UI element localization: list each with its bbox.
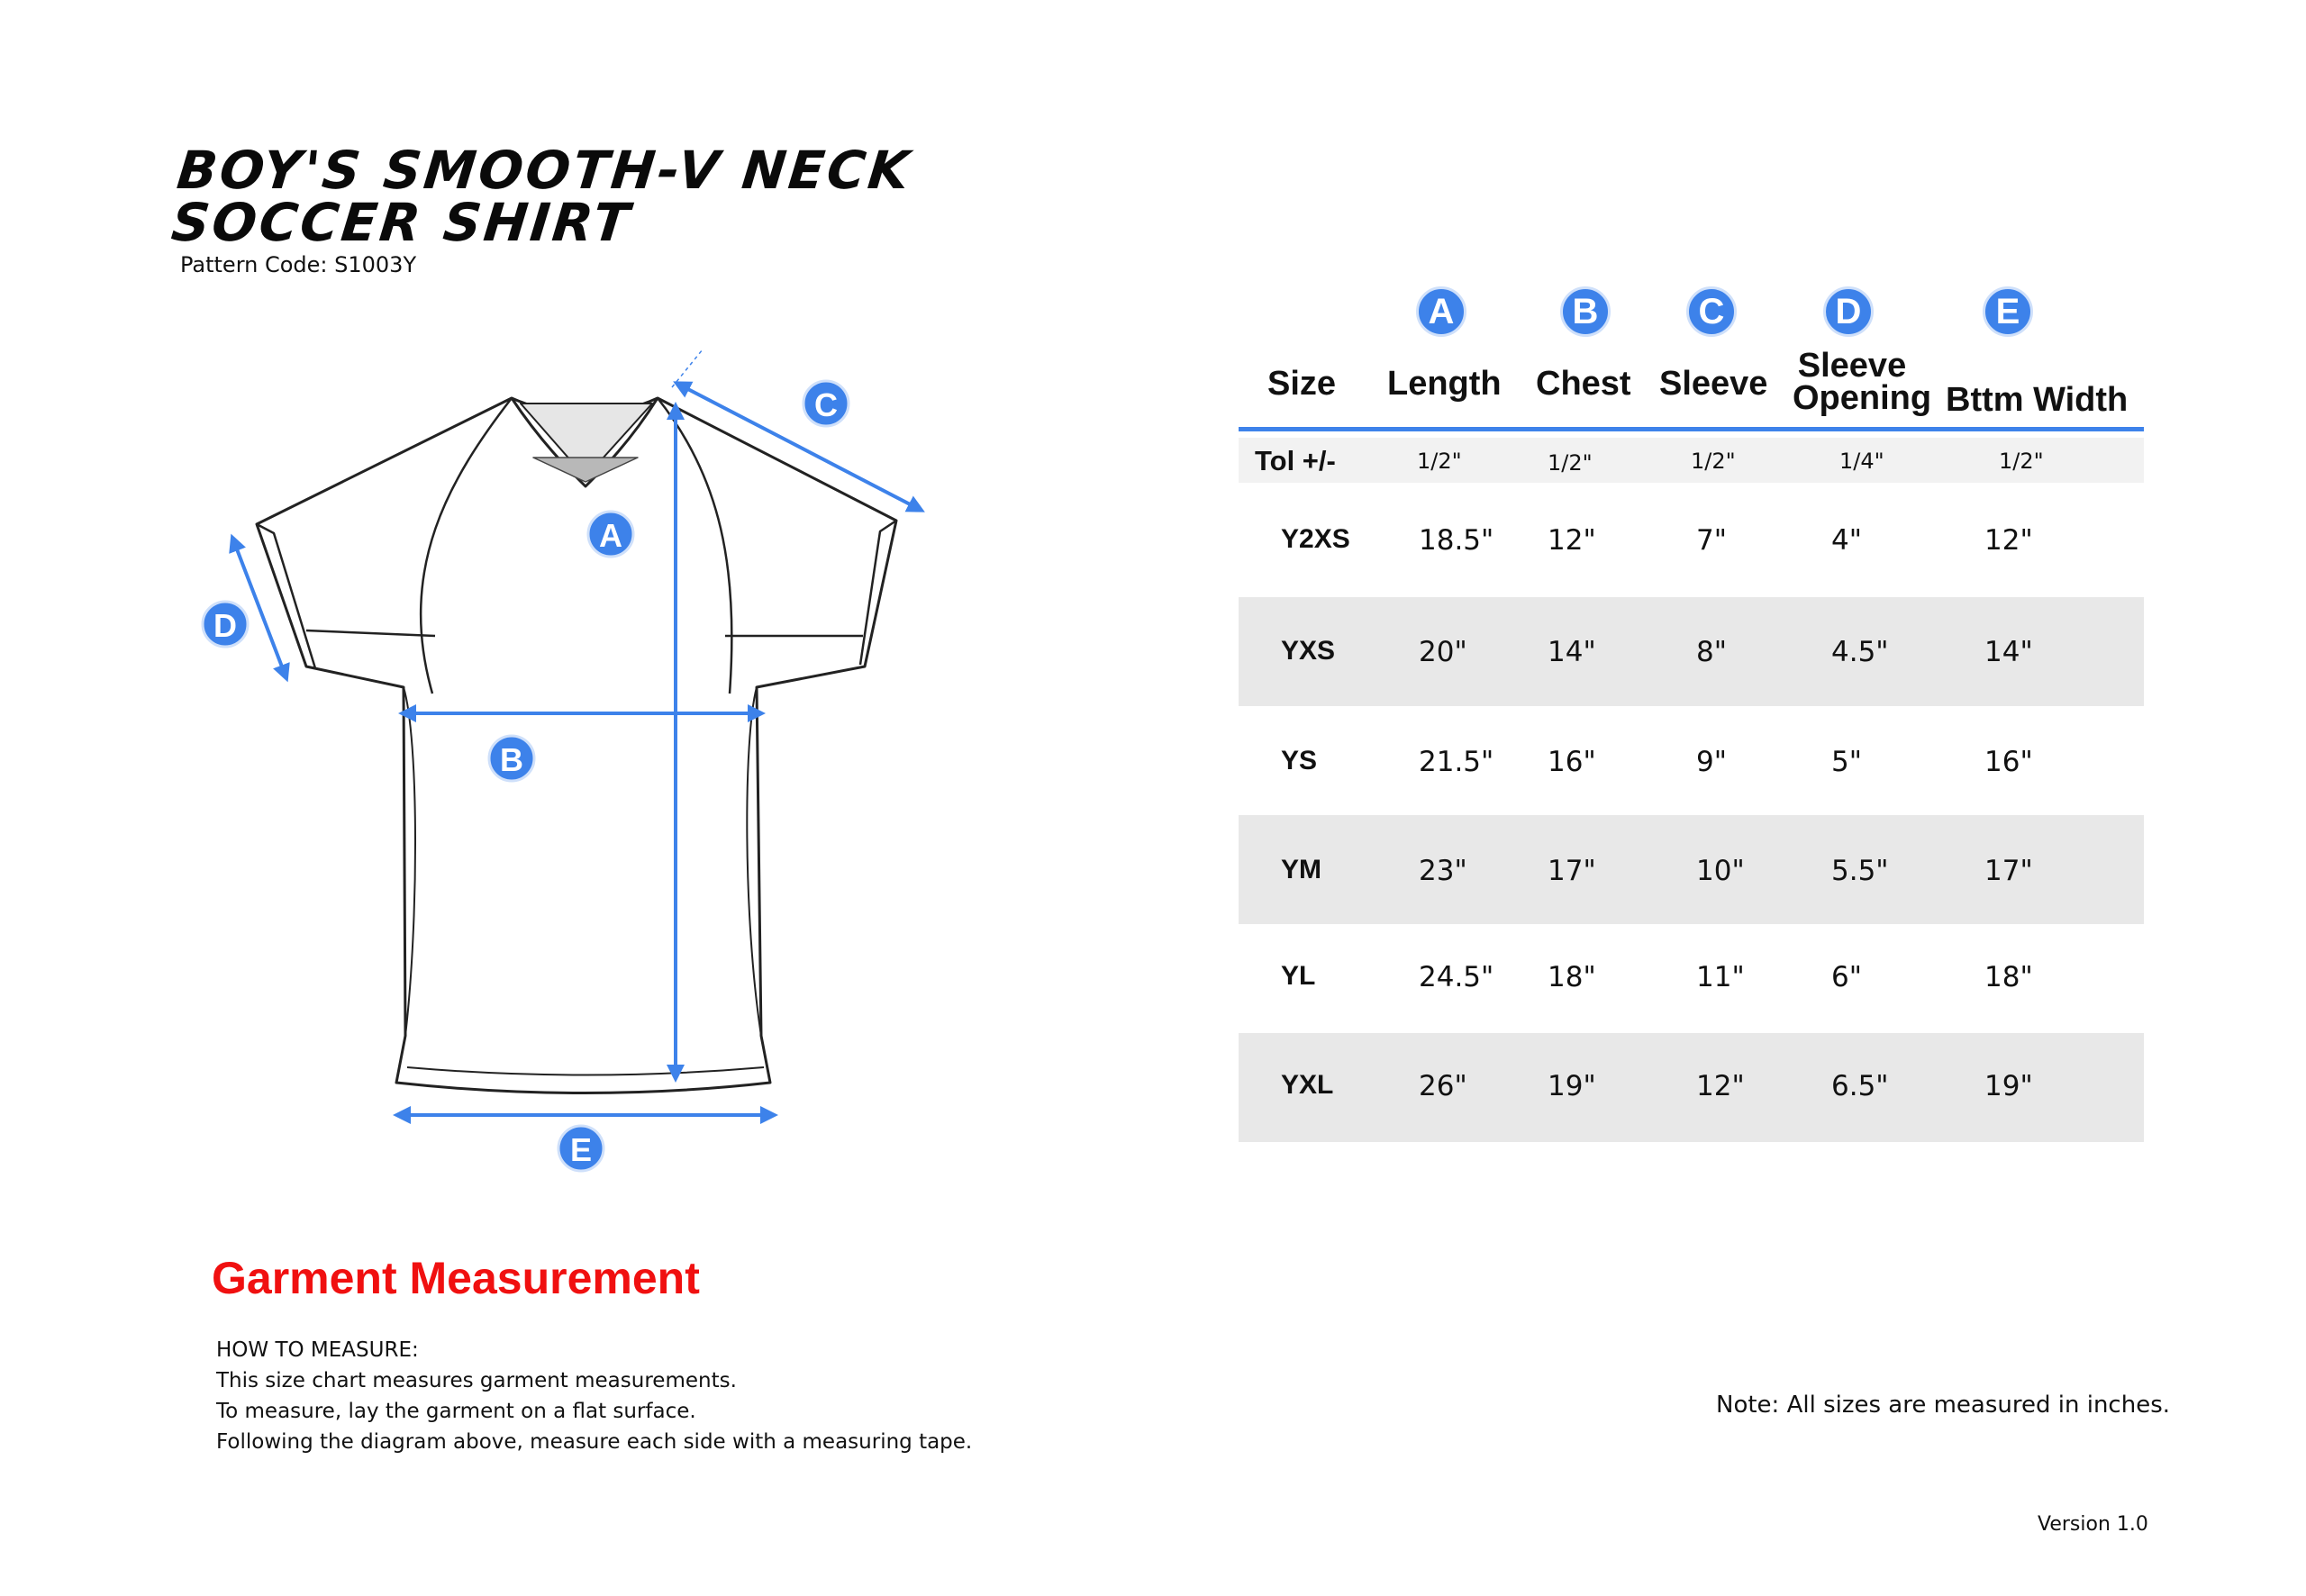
table-row xyxy=(1239,488,2144,597)
row-bottom-width: 14" xyxy=(1984,636,2033,668)
row-chest: 12" xyxy=(1548,524,1596,557)
row-chest: 14" xyxy=(1548,636,1596,668)
row-size: YXS xyxy=(1281,636,1336,666)
row-chest: 19" xyxy=(1548,1070,1596,1102)
row-chest: 16" xyxy=(1548,746,1596,778)
row-length: 24.5" xyxy=(1419,961,1494,993)
row-size: YXL xyxy=(1281,1070,1334,1100)
diagram-badge-c xyxy=(803,381,849,426)
row-sleeve-opening: 5.5" xyxy=(1831,855,1889,887)
row-bottom-width: 12" xyxy=(1984,524,2033,557)
row-sleeve-opening: 4.5" xyxy=(1831,636,1889,668)
row-length: 21.5" xyxy=(1419,746,1494,778)
row-sleeve: 11" xyxy=(1696,961,1745,993)
svg-text:A: A xyxy=(599,517,622,554)
column-badge-d: D xyxy=(1823,286,1874,337)
row-sleeve: 12" xyxy=(1696,1070,1745,1102)
tolerance-length: 1/2" xyxy=(1417,449,1462,474)
column-badge-c: C xyxy=(1686,286,1737,337)
column-badge-a: A xyxy=(1416,286,1466,337)
svg-text:B: B xyxy=(500,741,523,778)
pattern-code: Pattern Code: S1003Y xyxy=(180,252,417,277)
row-chest: 17" xyxy=(1548,855,1596,887)
column-badge-e: E xyxy=(1983,286,2033,337)
row-length: 23" xyxy=(1419,855,1467,887)
diagram-badge-b xyxy=(489,736,534,781)
row-size: YS xyxy=(1281,746,1318,775)
row-size: Y2XS xyxy=(1281,524,1350,554)
row-length: 18.5" xyxy=(1419,524,1494,557)
tolerance-chest: 1/2" xyxy=(1548,450,1593,476)
row-bottom-width: 18" xyxy=(1984,961,2033,993)
header-sleeve-opening-line2: Opening xyxy=(1793,379,1932,417)
row-sleeve: 8" xyxy=(1696,636,1727,668)
table-row xyxy=(1239,1033,2144,1142)
row-sleeve-opening: 6.5" xyxy=(1831,1070,1889,1102)
row-size: YL xyxy=(1281,961,1316,991)
page-title xyxy=(168,140,915,253)
row-sleeve-opening: 6" xyxy=(1831,961,1862,993)
tolerance-bottom-width: 1/2" xyxy=(1999,449,2044,474)
row-sleeve: 7" xyxy=(1696,524,1727,557)
diagram-badge-e xyxy=(558,1126,604,1171)
row-length: 20" xyxy=(1419,636,1467,668)
table-row xyxy=(1239,924,2144,1033)
row-chest: 18" xyxy=(1548,961,1596,993)
table-row xyxy=(1239,815,2144,924)
row-size: YM xyxy=(1281,855,1321,884)
table-row xyxy=(1239,706,2144,815)
tolerance-sleeve: 1/2" xyxy=(1691,449,1736,474)
title-line-1: BOY'S SMOOTH-V NECK xyxy=(174,140,915,201)
row-bottom-width: 17" xyxy=(1984,855,2033,887)
how-to-measure-line: This size chart measures garment measurements. xyxy=(216,1369,737,1392)
header-sleeve: Sleeve xyxy=(1659,365,1768,403)
size-chart-table xyxy=(1239,286,2144,1142)
units-note: Note: All sizes are measured in inches. xyxy=(1716,1392,2171,1419)
row-bottom-width: 19" xyxy=(1984,1070,2033,1102)
row-sleeve-opening: 4" xyxy=(1831,524,1862,557)
row-sleeve: 9" xyxy=(1696,746,1727,778)
svg-text:D: D xyxy=(213,607,237,644)
header-length: Length xyxy=(1387,365,1502,403)
how-to-measure-line: To measure, lay the garment on a flat surface. xyxy=(216,1400,696,1423)
diagram-badge-a xyxy=(588,512,633,557)
how-to-measure-text xyxy=(216,1335,972,1457)
header-chest: Chest xyxy=(1536,365,1631,403)
header-sleeve-opening xyxy=(1793,347,1932,417)
column-badge-b: B xyxy=(1560,286,1611,337)
tolerance-row xyxy=(1239,438,2144,483)
diagram-badge-d xyxy=(203,602,248,647)
row-bottom-width: 16" xyxy=(1984,746,2033,778)
shirt-outline xyxy=(257,398,896,1093)
row-length: 26" xyxy=(1419,1070,1467,1102)
title-line-2: SOCCER SHIRT xyxy=(168,192,635,253)
row-sleeve-opening: 5" xyxy=(1831,746,1862,778)
how-to-measure-line: Following the diagram above, measure each side with a measuring tape. xyxy=(216,1430,973,1454)
garment-measurement-title: Garment Measurement xyxy=(212,1253,700,1303)
tolerance-sleeve-opening: 1/4" xyxy=(1839,449,1884,474)
table-row xyxy=(1239,597,2144,706)
shirt-diagram xyxy=(180,333,955,1189)
row-sleeve: 10" xyxy=(1696,855,1745,887)
header-rule xyxy=(1239,427,2144,431)
svg-text:C: C xyxy=(814,386,838,423)
how-to-measure-line: HOW TO MEASURE: xyxy=(216,1338,419,1362)
tolerance-label: Tol +/- xyxy=(1255,445,1336,476)
header-size: Size xyxy=(1267,365,1337,403)
header-bottom-width: Bttm Width xyxy=(1946,381,2129,419)
svg-text:E: E xyxy=(569,1131,593,1168)
version-label: Version 1.0 xyxy=(2038,1513,2148,1536)
header-sleeve-opening-line1: Sleeve xyxy=(1797,347,1907,385)
